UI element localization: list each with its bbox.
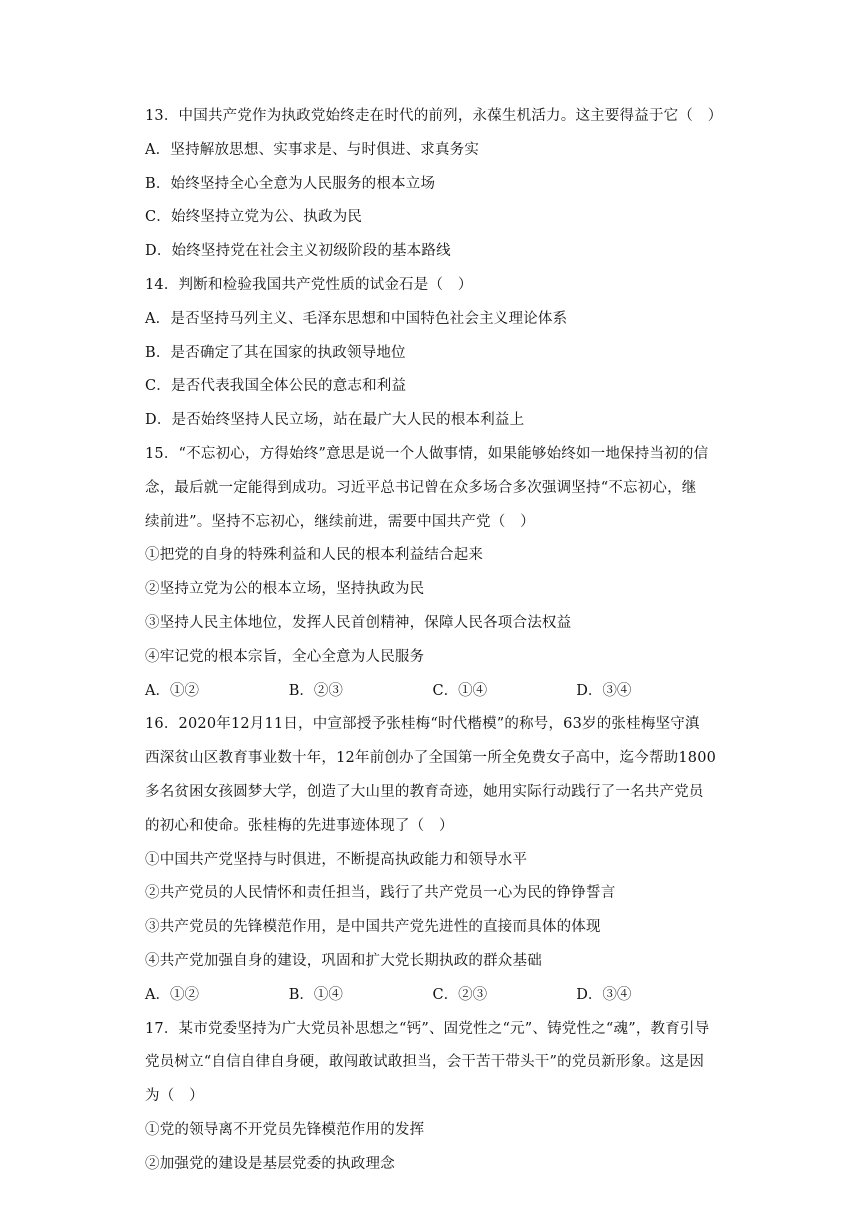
option-d: D．始终坚持党在社会主义初级阶段的基本路线 bbox=[145, 243, 451, 260]
statement-1: ①党的领导离不开党员先锋模范作用的发挥 bbox=[145, 1121, 425, 1138]
choice-row bbox=[145, 979, 720, 1013]
statement-2: ②加强党的建设是基层党委的执政理念 bbox=[145, 1155, 395, 1172]
statement-3: ③坚持人民主体地位，发挥人民首创精神，保障人民各项合法权益 bbox=[145, 614, 572, 631]
question-stem-line: 党员树立“自信自律自身硬，敢闯敢试敢担当，会干苦干带头干”的党员新形象。这是因 bbox=[145, 1054, 705, 1071]
option-b: B．是否确定了其在国家的执政领导地位 bbox=[145, 344, 406, 361]
question-stem-line: 13．中国共产党作为执政党始终走在时代的前列，永葆生机活力。这主要得益于它（ ） bbox=[145, 108, 723, 124]
question-stem-line: 念，最后就一定能得到成功。习近平总书记曾在众多场合多次强调坚持“不忘初心，继 bbox=[145, 479, 697, 496]
question-13 bbox=[145, 100, 723, 269]
statement-2: ②坚持立党为公的根本立场，坚持执政为民 bbox=[145, 581, 425, 598]
choice-row bbox=[145, 675, 720, 709]
choice-a: A．①② bbox=[145, 986, 199, 1003]
question-list bbox=[145, 100, 723, 1182]
option-a: A．坚持解放思想、实事求是、与时俱进、求真务实 bbox=[145, 141, 480, 158]
option-c: C．是否代表我国全体公民的意志和利益 bbox=[145, 378, 407, 395]
choice-d: D．③④ bbox=[576, 682, 632, 699]
choice-c: C．②③ bbox=[432, 986, 488, 1003]
statement-4: ④牢记党的根本宗旨，全心全意为人民服务 bbox=[145, 648, 425, 665]
question-14 bbox=[145, 269, 720, 438]
option-c: C．始终坚持立党为公、执政为民 bbox=[145, 209, 363, 226]
question-16 bbox=[145, 708, 720, 1012]
question-stem-line: 续前进”。坚持不忘初心，继续前进，需要中国共产党（ ） bbox=[145, 513, 535, 530]
choice-c: C．①④ bbox=[432, 682, 488, 699]
question-stem-line: 多名贫困女孩圆梦大学，创造了大山里的教育奇迹，她用实际行动践行了一名共产党员 bbox=[145, 783, 704, 800]
question-stem-line: 西深贫山区教育事业数十年，12年前创办了全国第一所全免费女子高中，迄今帮助1800 bbox=[145, 750, 717, 767]
choice-a: A．①② bbox=[145, 682, 199, 699]
question-stem-line: 16．2020年12月11日，中宣部授予张桂梅“时代楷模”的称号，63岁的张桂梅坚守滇 bbox=[145, 716, 700, 733]
question-15 bbox=[145, 438, 720, 708]
statement-2: ②共产党员的人民情怀和责任担当，践行了共产党员一心为民的铮铮誓言 bbox=[145, 885, 616, 902]
question-stem-line: 的初心和使命。张桂梅的先进事迹体现了（ ） bbox=[145, 817, 454, 834]
choice-d: D．③④ bbox=[576, 986, 632, 1003]
statement-4: ④共产党加强自身的建设，巩固和扩大党长期执政的群众基础 bbox=[145, 952, 542, 969]
question-stem-line: 为（ ） bbox=[145, 1088, 204, 1105]
statement-1: ①把党的自身的特殊利益和人民的根本利益结合起来 bbox=[145, 547, 484, 564]
question-stem-line: 14．判断和检验我国共产党性质的试金石是（ ） bbox=[145, 276, 473, 293]
statement-1: ①中国共产党坚持与时俱进，不断提高执政能力和领导水平 bbox=[145, 851, 528, 868]
option-d: D．是否始终坚持人民立场，站在最广大人民的根本利益上 bbox=[145, 412, 525, 429]
question-stem-line: 15．“不忘初心，方得始终”意思是说一个人做事情，如果能够始终如一地保持当初的信 bbox=[145, 445, 709, 462]
statement-3: ③共产党员的先锋模范作用，是中国共产党先进性的直接而具体的体现 bbox=[145, 919, 601, 936]
question-stem-line: 17．某市党委坚持为广大党员补思想之“钙”、固党性之“元”、铸党性之“魂”，教育引导 bbox=[145, 1020, 710, 1037]
choice-b: B．①④ bbox=[288, 986, 343, 1003]
option-a: A．是否坚持马列主义、毛泽东思想和中国特色社会主义理论体系 bbox=[145, 310, 568, 327]
question-17 bbox=[145, 1013, 720, 1182]
option-b: B．始终坚持全心全意为人民服务的根本立场 bbox=[145, 175, 436, 192]
choice-b: B．②③ bbox=[288, 682, 343, 699]
